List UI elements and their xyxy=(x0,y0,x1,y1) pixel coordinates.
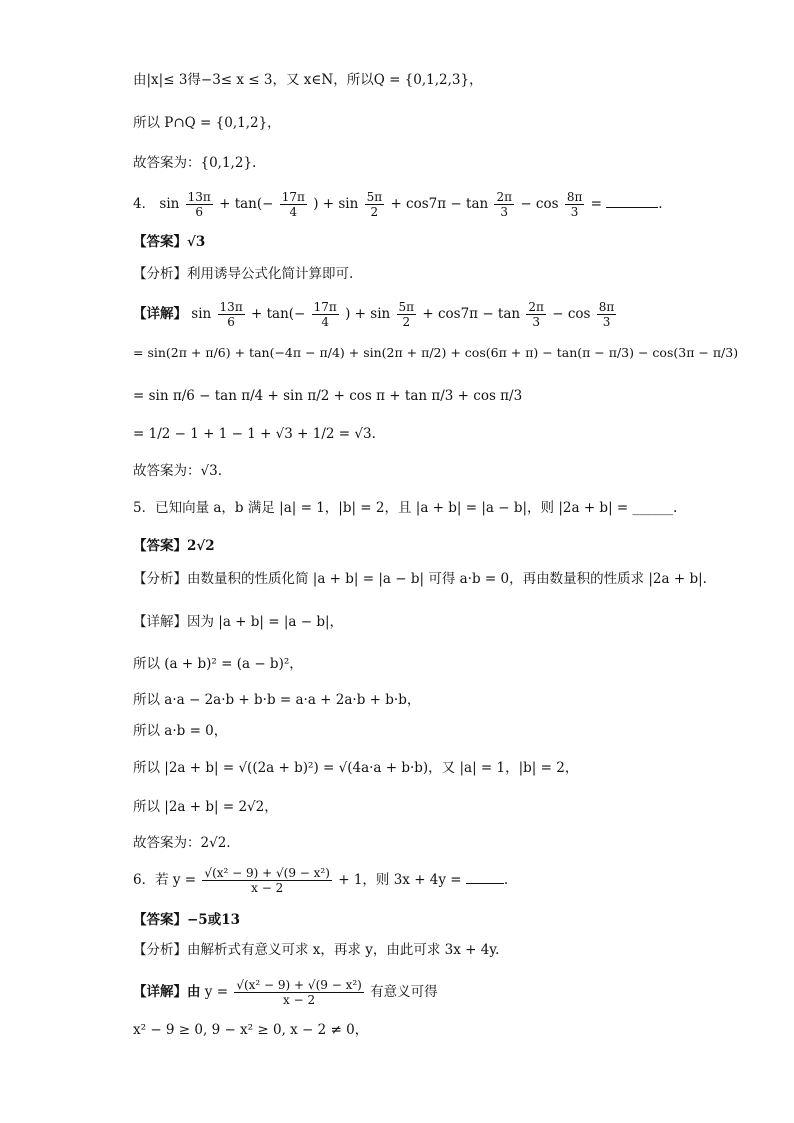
answer-line-q4: 故答案为：√3. xyxy=(133,463,222,479)
question-number: 4． xyxy=(133,196,156,212)
answer-line-q5: 故答案为：2√2. xyxy=(133,835,231,851)
detail-q6-step-1: x² − 9 ≥ 0, 9 − x² ≥ 0, x − 2 ≠ 0， xyxy=(133,1022,369,1038)
question-6: 6．若 y = $\frac{\text{√(x² − 9) + √(9 − x²)}}{x - 2}$ + 1，则 3x + 4y = . xyxy=(133,866,509,895)
fraction: $\frac{13\pi}{6}$ xyxy=(187,190,211,219)
detail-step-1: = sin(2π + π/6) + tan(−4π − π/4) + sin(2π + π/2) + cos(6π + π) − tan(π − π/3) − cos(3π − π/3) xyxy=(133,345,739,360)
answer-q6: 【答案】−5或13 xyxy=(133,912,240,928)
detail-step-2: = sin π/6 − tan π/4 + sin π/2 + cos π + tan π/3 + cos π/3 xyxy=(133,388,523,404)
detail-q5-step-5: 所以 |2a + b| = 2√2， xyxy=(133,799,278,815)
fraction: $\frac{\text{√(x² − 9) + √(9 − x²)}}{x - 2}$ xyxy=(204,866,330,895)
fraction: $\frac{2\pi}{3}$ xyxy=(496,190,513,219)
detail-q5-step-4: 所以 |2a + b| = √((2a + b)²) = √(4a·a + b·b)，又 |a| = 1，|b| = 2， xyxy=(133,760,579,776)
fraction: $\frac{13\pi}{6}$ xyxy=(219,300,243,329)
answer-blank xyxy=(606,195,658,208)
detail-q4: 【详解】 sin $\frac{13\pi}{6}$ + tan(− $\frac{17\pi}{4}$ ) + sin $\frac{5\pi}{2}$ + cos7π − tan $\frac{2\pi}{3}$ − cos $\frac{8\pi}{3}$ xyxy=(133,300,615,329)
line-answer-q3: 故答案为：{0,1,2}. xyxy=(133,155,257,171)
detail-step-3: = 1/2 − 1 + 1 − 1 + √3 + 1/2 = √3. xyxy=(133,426,376,442)
fraction: $\frac{17\pi}{4}$ xyxy=(313,300,337,329)
answer-q4: 【答案】√3 xyxy=(133,234,206,250)
detail-q5-step-1: 所以 (a + b)² = (a − b)²， xyxy=(133,656,303,672)
question-4: 4． sin $\frac{13\pi}{6}$ + tan(− $\frac{17\pi}{4}$ ) + sin $\frac{5\pi}{2}$ + cos7π − tan $\frac{2\pi}{3}$ − cos $\frac{8\pi}{3}$ = . xyxy=(133,190,663,219)
fraction: $\frac{5\pi}{2}$ xyxy=(366,190,383,219)
analysis-q5: 【分析】由数量积的性质化简 |a + b| = |a − b| 可得 a·b = 0，再由数量积的性质求 |2a + b|. xyxy=(133,571,707,587)
analysis-q4: 【分析】利用诱导公式化简计算即可. xyxy=(133,266,354,282)
line-intersection: 所以 P∩Q = {0,1,2}， xyxy=(133,115,281,131)
fraction: $\frac{5\pi}{2}$ xyxy=(398,300,415,329)
analysis-q6: 【分析】由解析式有意义可求 x，再求 y，由此可求 3x + 4y. xyxy=(133,942,500,958)
detail-q5: 【详解】因为 |a + b| = |a − b|， xyxy=(133,614,344,630)
fraction: $\frac{17\pi}{4}$ xyxy=(281,190,305,219)
answer-q5: 【答案】2√2 xyxy=(133,538,215,554)
detail-q6: 【详解】由 y = $\frac{\text{√(x² − 9) + √(9 − x²)}}{x - 2}$ 有意义可得 xyxy=(133,978,438,1007)
line-q-set: 由|x|≤ 3得−3≤ x ≤ 3，又 x∈N，所以Q = {0,1,2,3}， xyxy=(133,72,483,88)
detail-q5-step-3: 所以 a·b = 0， xyxy=(133,723,228,739)
detail-q5-step-2: 所以 a·a − 2a·b + b·b = a·a + 2a·b + b·b， xyxy=(133,692,421,708)
fraction: $\frac{2\pi}{3}$ xyxy=(528,300,544,329)
answer-blank xyxy=(466,871,504,884)
fraction: $\frac{8\pi}{3}$ xyxy=(598,300,615,329)
fraction: $\frac{8\pi}{3}$ xyxy=(566,190,583,219)
question-5: 5．已知向量 a，b 满足 |a| = 1，|b| = 2，且 |a + b| = |a − b|，则 |2a + b| = ______. xyxy=(133,500,678,516)
fraction: $\frac{\text{√(x² − 9) + √(9 − x²)}}{x - 2}$ xyxy=(236,978,362,1007)
